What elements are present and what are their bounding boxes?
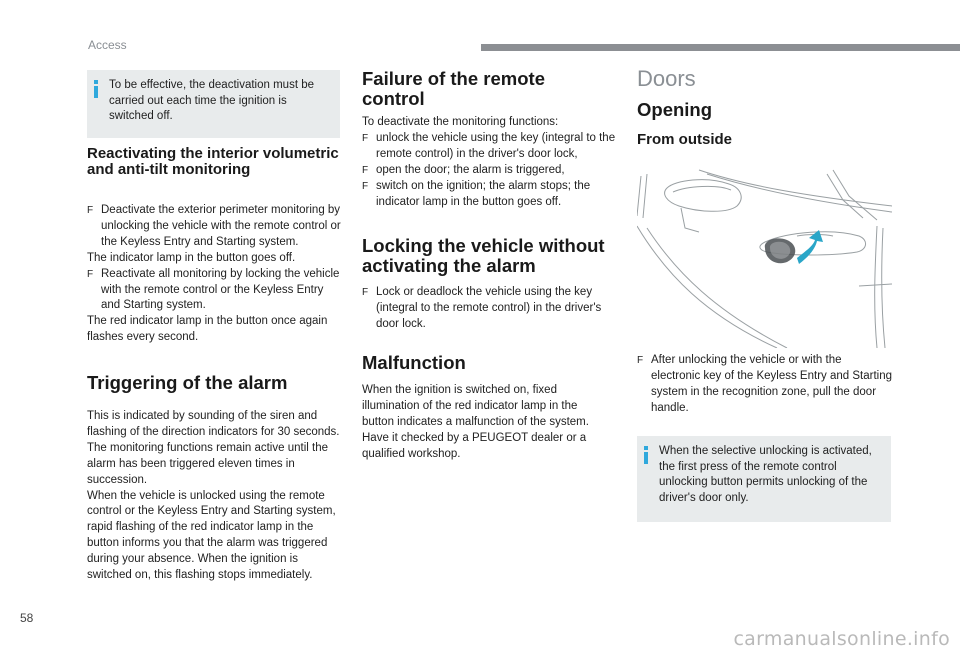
paragraph: The monitoring functions remain active until the alarm has been triggered eleven times in succession. [87,441,328,486]
door-handle-illustration-svg [637,166,892,348]
info-icon [644,446,648,464]
note-text: The indicator lamp in the button goes off. [87,251,296,264]
paragraph: This is indicated by sounding of the siren and flashing of the direction indicators for 30 seconds. [87,410,340,438]
triggering-body [87,409,341,584]
failure-body [362,115,618,210]
list-item: F open the door; the alarm is triggered, [362,163,618,179]
intro-text: To deactivate the monitoring functions: [362,116,559,128]
arrow-bullet-icon: F [362,287,369,298]
locking-title: Locking the vehicle without activating the alarm [362,235,605,276]
paragraph: When the ignition is switched on, fixed illumination of the red indicator lamp in the button indicates a malfunction of the system. Have it checked by a PEUGEOT dealer or a qualified workshop. [362,384,589,460]
info-box-deactivation [87,70,340,138]
malfunction-title: Malfunction [362,352,466,373]
failure-title: Failure of the remote control [362,68,545,109]
note-text: The red indicator lamp in the button once again flashes every second. [87,315,328,344]
from-outside-body [637,353,893,417]
header-bar [481,44,960,51]
list-item: F switch on the ignition; the alarm stops; the indicator lamp in the button goes off. [362,179,591,208]
list-item: F After unlocking the vehicle or with the electronic key of the Keyless Entry and Starting system in the recognition zone, pull the door handle. [637,354,892,414]
locking-body [362,285,618,333]
info-box-text: When the selective unlocking is activated, the first press of the remote control unlocking button permits unlocking of the driver's door only. [659,445,872,504]
opening-title: Opening [637,99,713,120]
reactivating-title: Reactivating the interior volumetric and anti-tilt monitoring [87,145,339,178]
malfunction-body [362,383,610,463]
list-item: F unlock the vehicle using the key (integral to the remote control) in the driver's door lock, [362,131,616,160]
info-box-selective-unlocking [637,436,891,522]
arrow-bullet-icon: F [87,268,94,280]
watermark: carmanualsonline.info [733,628,950,650]
arrow-bullet-icon: F [362,164,369,176]
door-handle-illustration [637,166,892,348]
arrow-bullet-icon: F [87,205,94,216]
page-number: 58 [20,611,34,625]
info-icon [94,80,98,98]
arrow-bullet-icon: F [637,355,644,366]
reactivating-section [87,146,341,178]
paragraph: When the vehicle is unlocked using the remote control or the Keyless Entry and Starting system, rapid flashing of the red indicator lamp in the button informs you that the alarm was triggered during your absence. When the ignition is switched on, this flashing stops immediately. [87,489,336,582]
reactivating-body [87,203,341,346]
list-item: F Lock or deadlock the vehicle using the key (integral to the remote control) in the driver's door lock. [362,286,602,330]
list-item: F Deactivate the exterior perimeter monitoring by unlocking the vehicle with the remote control or the Keyless Entry and Starting system. [87,204,341,248]
arrow-bullet-icon: F [362,180,369,192]
from-outside-title: From outside [637,131,733,148]
doors-title: Doors [637,66,696,91]
section-header-label: Access [88,38,127,52]
arrow-bullet-icon: F [362,132,369,144]
info-box-text: To be effective, the deactivation must be carried out each time the ignition is switched off. [109,79,314,122]
list-item: F Reactivate all monitoring by locking the vehicle with the remote control or the Keyless Entry and Starting system. [87,267,340,312]
triggering-title: Triggering of the alarm [87,372,288,393]
